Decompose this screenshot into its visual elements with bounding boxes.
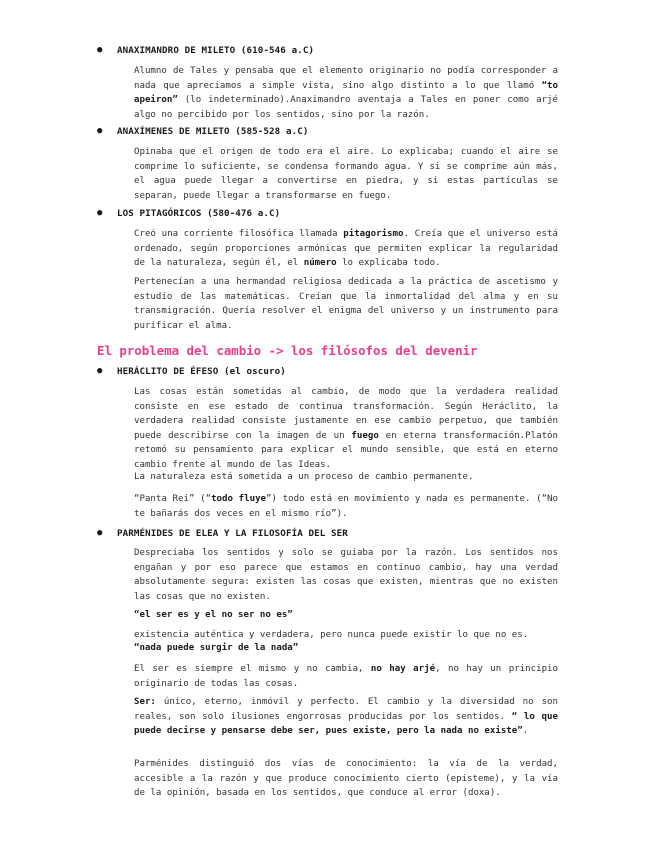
bullet-icon: ●: [97, 366, 103, 376]
parmenides-paragraph-3: El ser es siempre el mismo y no cambia, no hay arjé, no hay un principio originario de todas las cosas.: [134, 664, 558, 689]
bullet-icon: ●: [97, 208, 103, 218]
bullet-icon: ●: [97, 126, 103, 136]
bullet-icon: ●: [97, 45, 103, 55]
anaximandro-paragraph: Alumno de Tales y pensaba que el elemento originario no podía corresponder a nada que apreciamos a simple vista, sino algo distinto a lo que llamó “to apeiron” (lo indeterminado).Anaximandro aventaja a Tales en poner como arjé algo no percibido por los sentidos, sino por la razón.: [134, 66, 558, 120]
section-title: El problema del cambio -> los filósofos del devenir: [97, 343, 478, 358]
pitagoricos-paragraph-1: Creó una corriente filosófica llamada pitagorismo. Creía que el universo está ordenado, según proporciones armónicas que permiten explicar la regularidad de la naturaleza, según él, el número lo explicaba todo.: [134, 229, 558, 268]
parmenides-quote-1: “el ser es y el no ser no es”: [134, 610, 293, 620]
heraclito-paragraph-1: Las cosas están sometidas al cambio, de modo que la verdadera realidad consiste en ese estado de continua transformación. Según Heráclito, la verdadera realidad consiste justamente en ese cambio perpetuo, que también puede describirse con la imagen de un fuego en eterna transformación.Platón retomó su pensamiento para explicar el mundo sensible, que está en eterno cambio frente al mundo de las Ideas.: [134, 387, 559, 470]
pitagoricos-paragraph-2: Pertenecían a una hermandad religiosa dedicada a la práctica de ascetismo y estudio de las matemáticas. Creían que la inmortalidad del alma y en su transmigración. Quería resolver el enigma del universo y un instrumento para purificar el alma.: [134, 277, 558, 331]
anaximenes-paragraph: Opinaba que el origen de todo era el aire. Lo explicaba; cuando el aire se comprime lo suficiente, se condensa formando agua. Y si se comprime aún más, el agua puede llegar a convertirse en piedra, y si estas partículas se separan, puede llegar a transformarse en fuego.: [134, 147, 558, 201]
heraclito-paragraph-2: La naturaleza está sometida a un proceso de cambio permanente.: [134, 472, 474, 482]
parmenides-paragraph-2: existencia auténtica y verdadera, pero nunca puede existir lo que no es.: [134, 630, 529, 640]
parmenides-heading: ● PARMÉNIDES DE ELEA Y LA FILOSOFÍA DEL SER: [97, 528, 348, 539]
anaximandro-heading: ● ANAXIMANDRO DE MILETO (610-546 a.C): [97, 45, 315, 56]
parmenides-paragraph-5: Parménides distinguió dos vías de conocimiento: la vía de la verdad, accesible a la razón y que produce conocimiento cierto (episteme), y la vía de la opinión, basada en los sentidos, que conduce al error (doxa).: [134, 759, 558, 798]
bullet-icon: ●: [97, 528, 103, 538]
parmenides-paragraph-4: Ser: único, eterno, inmóvil y perfecto. El cambio y la diversidad no son reales, son solo ilusiones engorrosas producidas por los sentidos. “ lo que puede decirse y pensarse debe ser, pues existe, pero la nada no existe”.: [134, 697, 558, 736]
parmenides-paragraph-1: Despreciaba los sentidos y solo se guiaba por la razón. Los sentidos nos engañan y por eso parece que estamos en continuo cambio, hay una verdad absolutamente segura: existen las cosas que existen, mientras que no existen las cosas que no existen.: [134, 548, 558, 602]
heraclito-paragraph-3: “Panta Rei” (“todo fluye”) todo está en movimiento y nada es permanente. (“No te bañarás dos veces en el mismo río”).: [134, 494, 559, 519]
anaximenes-heading: ● ANAXÍMENES DE MILETO (585-528 a.C): [97, 126, 309, 137]
parmenides-quote-2: “nada puede surgir de la nada”: [134, 643, 299, 653]
heraclito-heading: ● HERÁCLITO DE ÉFESO (el oscuro): [97, 366, 286, 377]
pitagoricos-heading: ● LOS PITAGÓRICOS (580-476 a.C): [97, 208, 281, 219]
